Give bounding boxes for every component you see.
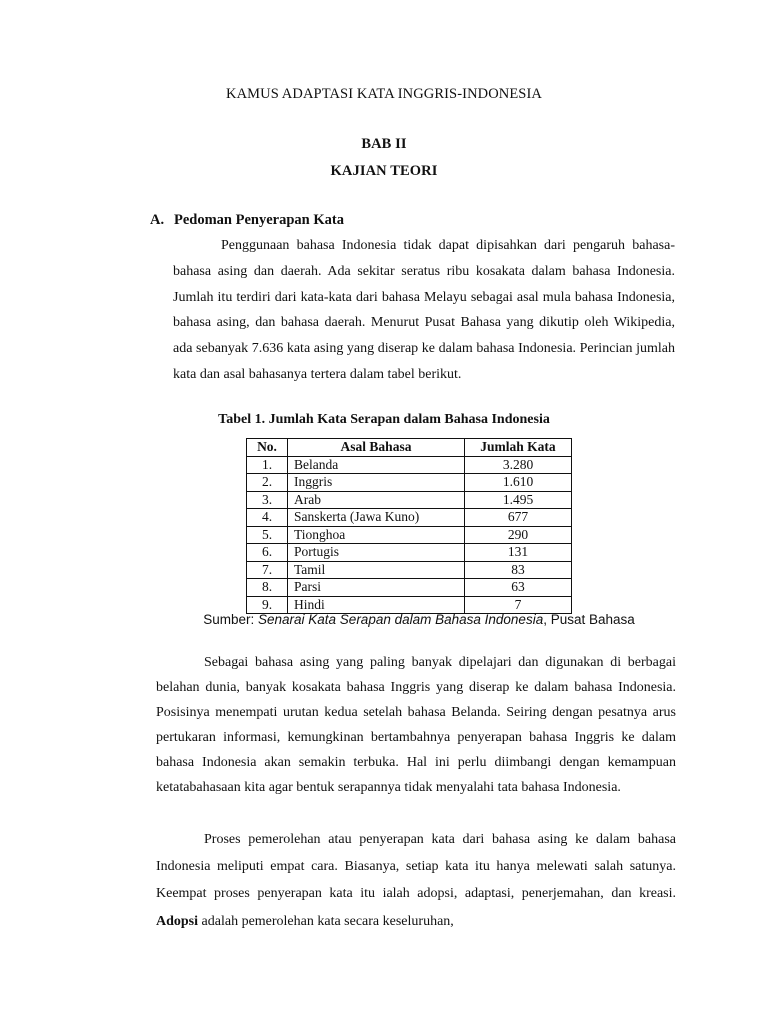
table-source [0,612,768,627]
table-row [247,544,572,562]
cell-no: 9. [247,596,288,614]
document-title: KAMUS ADAPTASI KATA INGGRIS-INDONESIA [226,86,542,102]
table-row [247,596,572,614]
paragraph-intro: Penggunaan bahasa Indonesia tidak dapat dipisahkan dari pengaruh bahasa-bahasa asing dan daerah. Ada sekitar seratus ribu kosakata dalam bahasa Indonesia. Jumlah itu terdiri dari kata-kata dari bahasa Melayu sebagai asal mula bahasa Indonesia, bahasa asing, dan bahasa daerah. Menurut Pusat Bahasa yang dikutip oleh Wikipedia, ada sebanyak 7.636 kata asing yang diserap ke dalam bahasa Indonesia. Perincian jumlah kata dan asal bahasanya tertera dalam tabel berikut. [173,238,675,382]
cell-asal-bahasa: Inggris [288,474,465,492]
table-row [247,579,572,597]
table-row [247,474,572,492]
paragraph-3-continuation: adalah pemerolehan kata secara keseluruhan, [198,913,454,929]
cell-no: 2. [247,474,288,492]
cell-asal-bahasa: Parsi [288,579,465,597]
cell-jumlah-kata: 7 [465,596,572,614]
loanword-table [246,438,572,614]
cell-no: 3. [247,491,288,509]
section-heading [150,212,344,229]
cell-asal-bahasa: Tionghoa [288,526,465,544]
chapter-title: KAJIAN TEORI [330,163,438,179]
chapter-number: BAB II [361,136,407,152]
cell-no: 4. [247,509,288,527]
source-suffix: , Pusat Bahasa [543,612,635,627]
cell-no: 7. [247,561,288,579]
table-row [247,509,572,527]
cell-asal-bahasa: Arab [288,491,465,509]
cell-jumlah-kata: 3.280 [465,456,572,474]
paragraph-english-loanwords: Sebagai bahasa asing yang paling banyak dipelajari dan digunakan di berbagai belahan dunia, banyak kosakata bahasa Inggris yang diserap ke dalam bahasa Indonesia. Posisinya menempati urutan kedua setelah bahasa Belanda. Seiring dengan pesatnya arus pertukaran informasi, kemungkinan bertambahnya penyerapan bahasa Inggris ke dalam bahasa Indonesia akan semakin terbuka. Hal ini perlu diimbangi dengan kemampuan ketatabahasaan kita agar bentuk serapannya tidak menyalahi tata bahasa Indonesia. [156,655,676,795]
cell-jumlah-kata: 63 [465,579,572,597]
cell-jumlah-kata: 290 [465,526,572,544]
source-work: Senarai Kata Serapan dalam Bahasa Indonesia [258,612,544,627]
table-row [247,526,572,544]
table-header-row [247,439,572,457]
cell-no: 5. [247,526,288,544]
cell-asal-bahasa: Belanda [288,456,465,474]
table-row [247,491,572,509]
cell-no: 8. [247,579,288,597]
cell-asal-bahasa: Sanskerta (Jawa Kuno) [288,509,465,527]
table-caption: Tabel 1. Jumlah Kata Serapan dalam Bahasa Indonesia [218,412,550,427]
section-title: Pedoman Penyerapan Kata [174,212,344,228]
header-jumlah-kata: Jumlah Kata [465,439,572,457]
paragraph-3-text: Proses pemerolehan atau penyerapan kata dari bahasa asing ke dalam bahasa Indonesia meliputi empat cara. Biasanya, setiap kata itu hanya melewati salah satunya. Keempat proses penyerapan kata itu ialah adopsi, adaptasi, penerjemahan, dan kreasi. [156,832,676,902]
cell-asal-bahasa: Portugis [288,544,465,562]
term-adopsi: Adopsi [156,913,199,929]
header-no: No. [247,439,288,457]
cell-jumlah-kata: 1.495 [465,491,572,509]
cell-jumlah-kata: 83 [465,561,572,579]
cell-jumlah-kata: 131 [465,544,572,562]
header-asal-bahasa: Asal Bahasa [288,439,465,457]
cell-jumlah-kata: 677 [465,509,572,527]
cell-asal-bahasa: Hindi [288,596,465,614]
table-row [247,456,572,474]
section-letter: A. [150,212,165,228]
cell-no: 6. [247,544,288,562]
cell-jumlah-kata: 1.610 [465,474,572,492]
cell-asal-bahasa: Tamil [288,561,465,579]
source-prefix: Sumber: [203,612,258,627]
paragraph-absorption-process [156,826,676,935]
table-row [247,561,572,579]
cell-no: 1. [247,456,288,474]
